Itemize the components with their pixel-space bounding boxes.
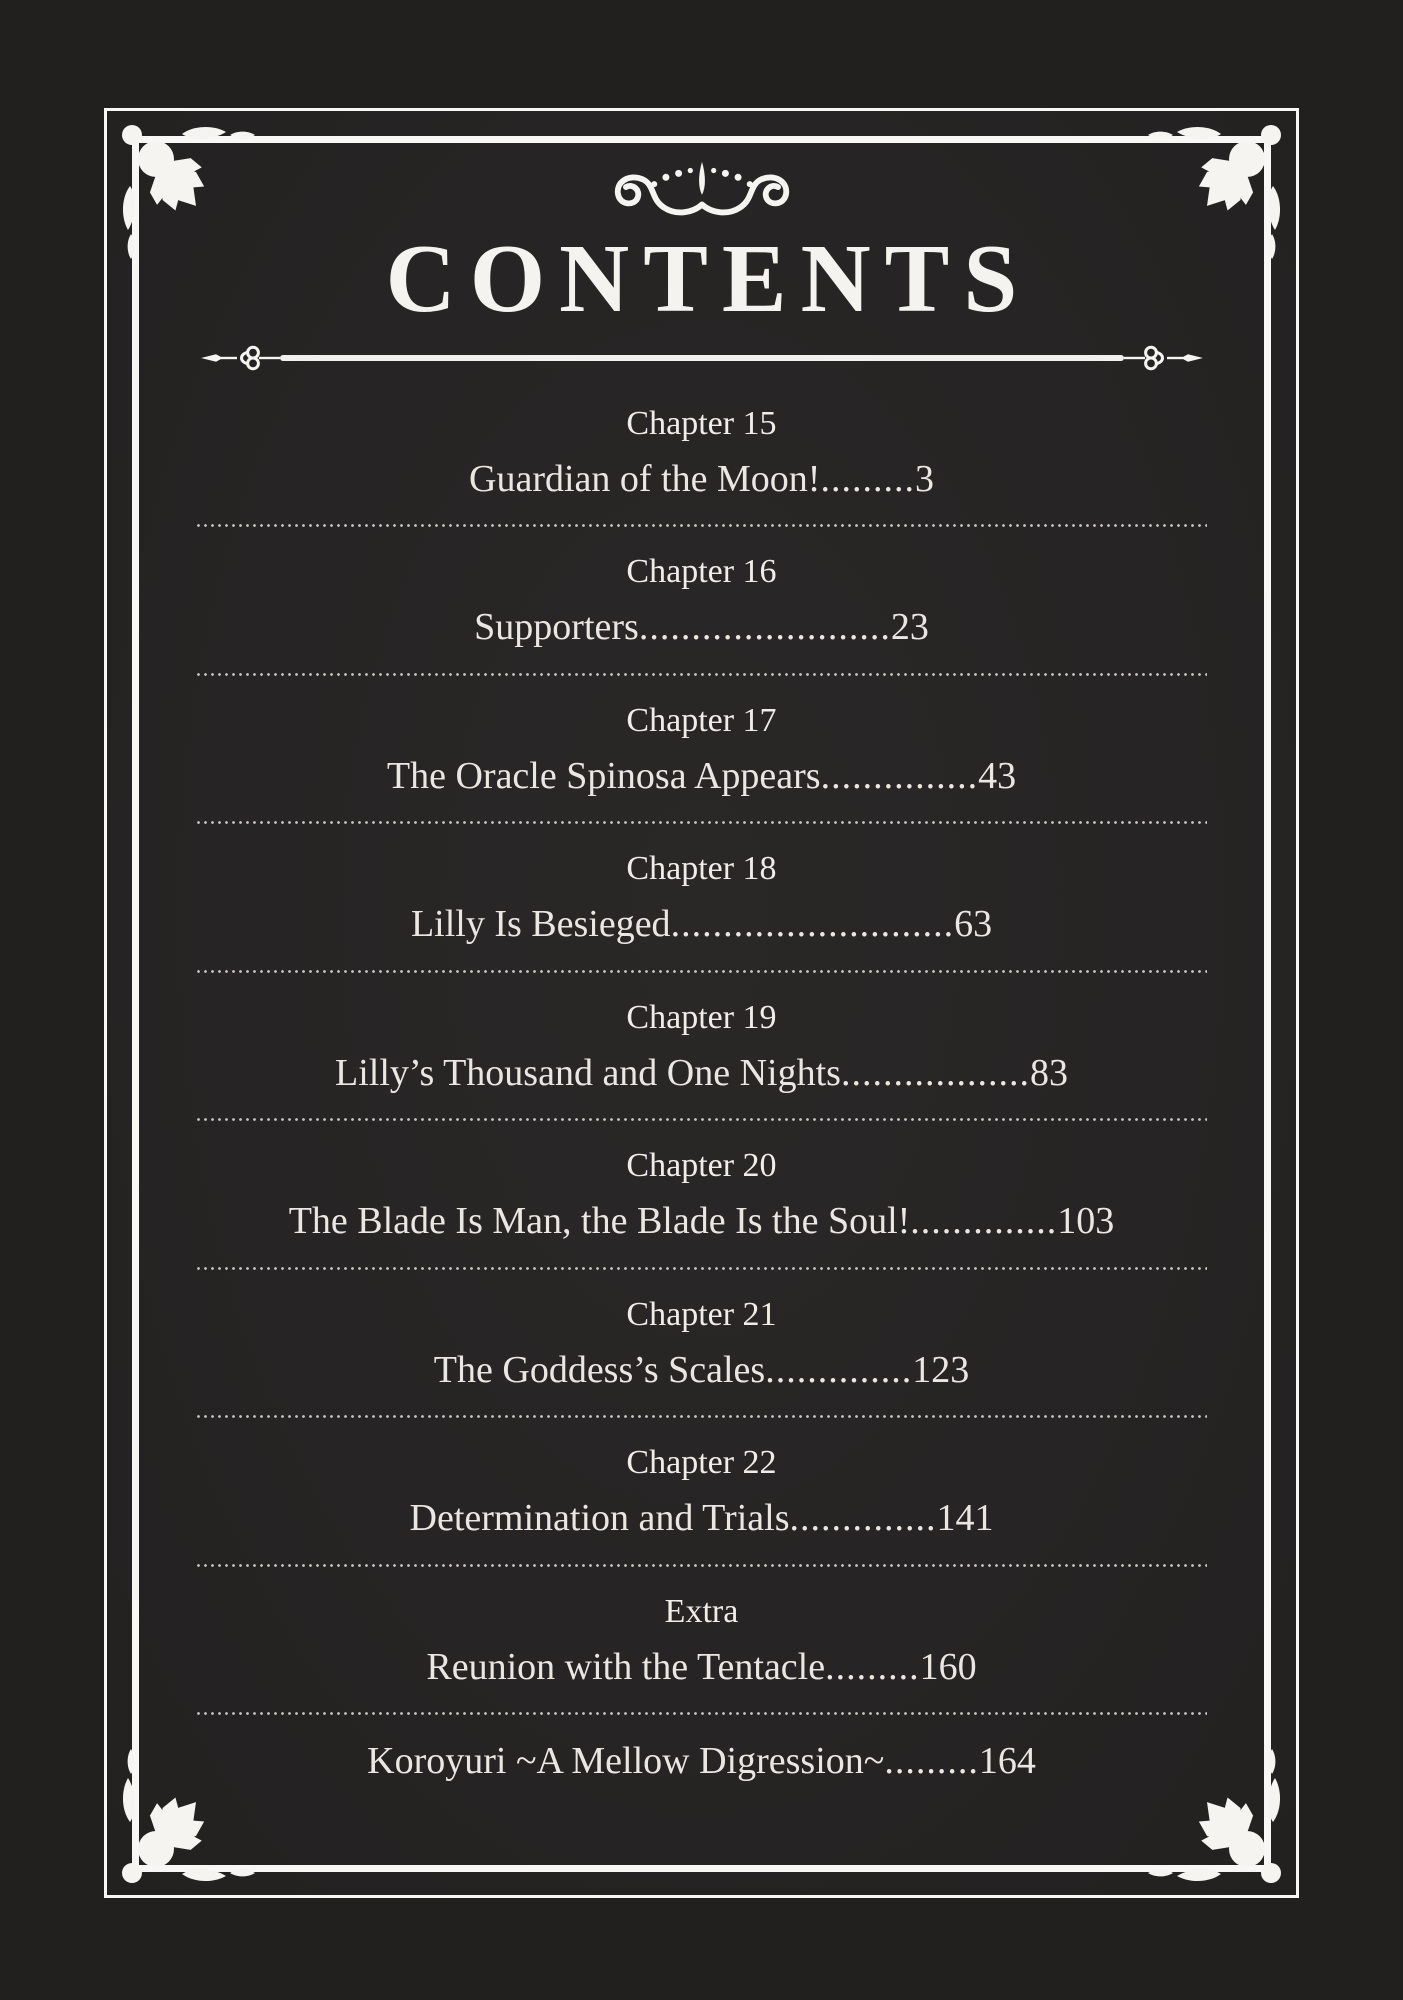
page-number: 123 <box>912 1348 970 1391</box>
dot-leader: ......... <box>825 1645 920 1688</box>
toc-entry <box>170 824 1233 969</box>
chapter-heading: Chapter 20 <box>626 1147 777 1185</box>
entry-line <box>170 1497 1233 1541</box>
chapter-heading: Extra <box>664 1592 739 1630</box>
toc-entry <box>170 527 1233 672</box>
entry-title: Determination and Trials <box>409 1497 790 1540</box>
entry-line <box>170 606 1233 650</box>
dot-leader: .............. <box>765 1348 913 1391</box>
entry-title: Lilly Is Besieged <box>410 903 671 946</box>
header-flourish-icon <box>584 150 820 228</box>
chapter-heading: Chapter 17 <box>626 701 777 739</box>
entry-line <box>170 755 1233 799</box>
entry-title: Supporters <box>474 606 639 649</box>
page-title: CONTENTS <box>385 225 1032 332</box>
dot-leader: ......... <box>884 1740 979 1783</box>
page-number: 83 <box>1029 1051 1068 1094</box>
toc-entry <box>170 973 1233 1118</box>
entry-title: The Blade Is Man, the Blade Is the Soul! <box>288 1200 911 1243</box>
toc-entry <box>170 1418 1233 1563</box>
dot-leader: ........................... <box>670 903 955 946</box>
toc-entry <box>170 676 1233 821</box>
entry-line <box>170 458 1233 502</box>
toc-entry <box>170 379 1233 524</box>
title-divider <box>200 343 1204 373</box>
entry-line <box>170 1349 1233 1393</box>
page-number: 63 <box>954 903 993 946</box>
dot-leader: .............. <box>910 1200 1058 1243</box>
dot-leader: ............... <box>820 754 979 797</box>
page-number: 160 <box>919 1645 977 1688</box>
chapter-heading: Chapter 18 <box>626 850 777 888</box>
page-number: 103 <box>1057 1200 1115 1243</box>
entry-line <box>170 1052 1233 1096</box>
entry-line <box>170 1646 1233 1690</box>
entry-line <box>170 1200 1233 1244</box>
divider-end-left-icon <box>200 344 280 372</box>
entry-title: Guardian of the Moon! <box>469 457 821 500</box>
entry-title: Lilly’s Thousand and One Nights <box>335 1051 841 1094</box>
chapter-heading: Chapter 15 <box>626 405 777 442</box>
toc-entry <box>170 1567 1233 1712</box>
chapter-heading: Chapter 21 <box>626 1295 777 1333</box>
contents-body <box>170 146 1233 1850</box>
entry-line <box>170 1740 1233 1784</box>
chapter-heading: Chapter 16 <box>626 553 777 591</box>
chapter-heading: Chapter 22 <box>626 1444 777 1482</box>
table-of-contents <box>170 379 1233 1807</box>
entry-title: Reunion with the Tentacle <box>426 1645 826 1688</box>
toc-entry <box>170 1270 1233 1415</box>
page-number: 3 <box>914 457 934 500</box>
chapter-heading: Chapter 19 <box>626 998 777 1036</box>
entry-title: The Goddess’s Scales <box>433 1348 766 1391</box>
divider-rule <box>280 355 1124 361</box>
toc-entry <box>170 1715 1233 1807</box>
divider-end-right-icon <box>1124 344 1204 372</box>
dot-leader: .............. <box>789 1497 937 1540</box>
entry-title: The Oracle Spinosa Appears <box>386 754 821 797</box>
toc-entry <box>170 1121 1233 1266</box>
page-number: 141 <box>936 1497 994 1540</box>
dot-leader: .................. <box>840 1051 1030 1094</box>
dot-leader: ......... <box>820 457 915 500</box>
entry-line <box>170 903 1233 947</box>
page-number: 23 <box>890 606 929 649</box>
page-number: 43 <box>978 754 1017 797</box>
page-number: 164 <box>978 1740 1036 1783</box>
entry-title: Koroyuri ~A Mellow Digression~ <box>367 1740 885 1783</box>
dot-leader: ........................ <box>638 606 891 649</box>
